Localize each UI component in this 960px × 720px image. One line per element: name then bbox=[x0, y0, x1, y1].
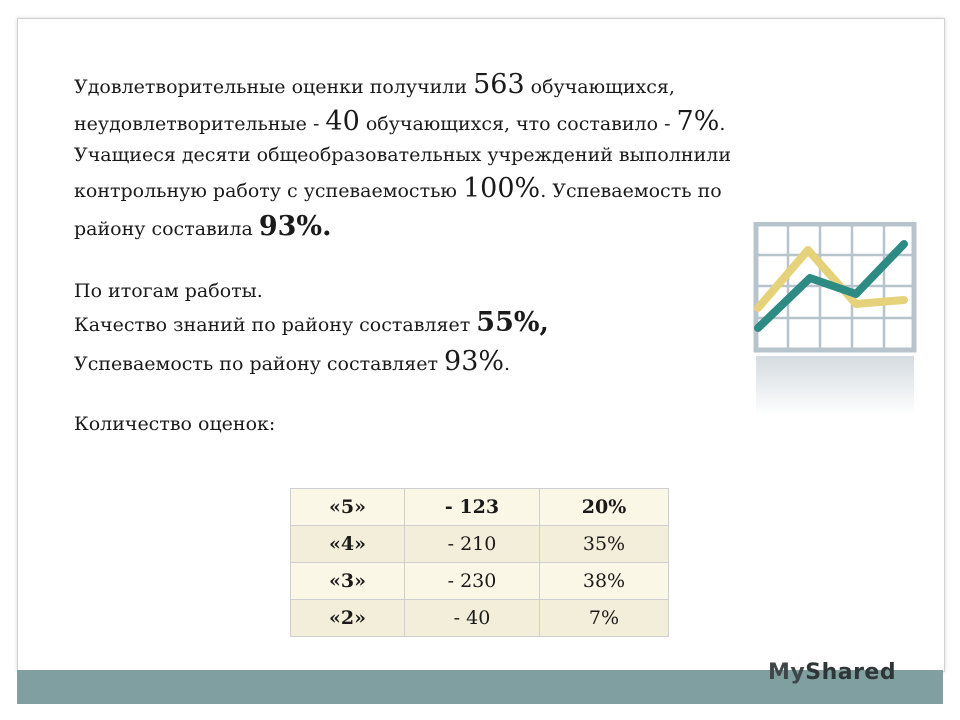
line-5: району составила 93%. bbox=[74, 211, 332, 242]
table-row bbox=[291, 489, 669, 526]
table-row bbox=[291, 526, 669, 563]
line-8: Успеваемость по району составляет 93%. bbox=[74, 346, 511, 377]
line-chart-icon bbox=[752, 222, 918, 418]
myshared-watermark: MyShared bbox=[768, 660, 897, 685]
percent-cell: 20% bbox=[540, 489, 669, 526]
line-4: контрольную работу с успеваемостью 100%. Успеваемость по bbox=[74, 173, 722, 204]
grades-table bbox=[290, 488, 669, 637]
table-row bbox=[291, 600, 669, 637]
grade-cell: «5» bbox=[291, 489, 405, 526]
grade-cell: «3» bbox=[291, 563, 405, 600]
grade-cell: «4» bbox=[291, 526, 405, 563]
percent-cell: 38% bbox=[540, 563, 669, 600]
table-row bbox=[291, 563, 669, 600]
count-cell: - 210 bbox=[405, 526, 540, 563]
grade-cell: «2» bbox=[291, 600, 405, 637]
count-cell: - 123 bbox=[405, 489, 540, 526]
line-7: Качество знаний по району составляет 55%, bbox=[74, 307, 549, 338]
line-9: Количество оценок: bbox=[74, 413, 276, 435]
percent-cell: 7% bbox=[540, 600, 669, 637]
percent-cell: 35% bbox=[540, 526, 669, 563]
count-cell: - 40 bbox=[405, 600, 540, 637]
line-3: Учащиеся десяти общеобразовательных учреждений выполнили bbox=[74, 144, 731, 166]
line-2: неудовлетворительные - 40 обучающихся, что составило - 7%. bbox=[74, 106, 726, 137]
count-cell: - 230 bbox=[405, 563, 540, 600]
line-1: Удовлетворительные оценки получили 563 обучающихся, bbox=[74, 69, 675, 100]
line-6: По итогам работы. bbox=[74, 280, 263, 302]
